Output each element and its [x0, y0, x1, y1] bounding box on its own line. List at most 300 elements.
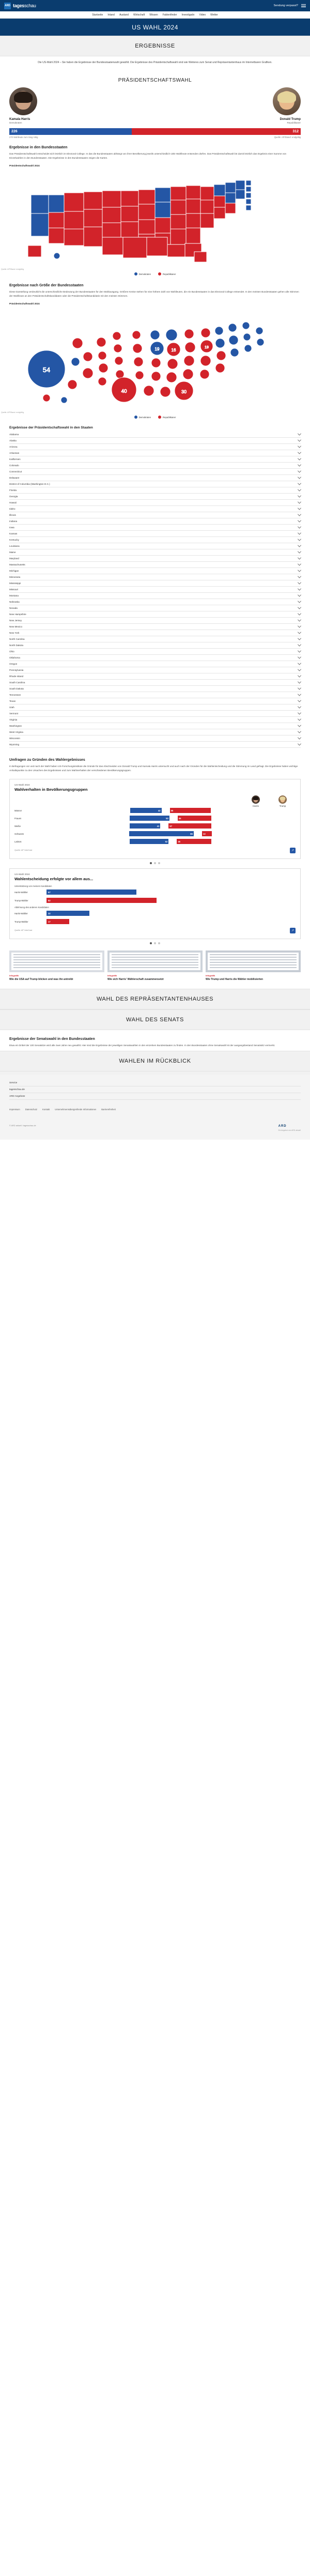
state-row[interactable] — [9, 444, 301, 450]
state-row[interactable] — [9, 432, 301, 438]
state-label: Colorado — [9, 464, 19, 467]
state-row[interactable] — [9, 438, 301, 444]
poll-row-label: Trump-Wähler — [14, 920, 28, 923]
footer-bottom — [0, 1116, 310, 1140]
teaser-title: Wie sich Harris' Wählerschaft zusammensetzt — [107, 977, 164, 981]
overview-band[interactable]: WAHLEN IM RÜCKBLICK — [0, 1051, 310, 1071]
state-row[interactable] — [9, 692, 301, 698]
candidate-row — [0, 87, 310, 124]
poll-row — [14, 807, 296, 814]
teaser-title: Wie die USA auf Trump blicken und was ihn antreibt — [9, 977, 73, 981]
poll-row-label: Trump-Wähler — [14, 899, 28, 902]
svg-text:16: 16 — [171, 347, 176, 352]
state-row[interactable] — [9, 537, 301, 543]
chevron-down-icon[interactable] — [298, 630, 301, 634]
harris-portrait — [9, 87, 37, 115]
poll-row — [14, 838, 296, 845]
senate-note-title: Ergebnisse der Senatswahl in den Bundesstaaten — [9, 1037, 95, 1041]
state-label: South Carolina — [9, 681, 25, 684]
state-label: North Dakota — [9, 643, 24, 647]
state-label: Connecticut — [9, 470, 22, 473]
poll-row-right-value: 46 — [178, 840, 181, 843]
poll2-group1-label: Unterstützung von meinem Kandidaten — [14, 884, 52, 887]
electoral-bar — [0, 124, 310, 135]
chevron-down-icon[interactable] — [298, 531, 301, 534]
state-row[interactable] — [9, 506, 301, 512]
chevron-down-icon[interactable] — [298, 512, 301, 516]
poll-row-value: 32 — [48, 912, 51, 915]
electoral-college-section — [0, 139, 310, 172]
state-label: Louisiana — [9, 544, 20, 547]
footer-links[interactable] — [0, 1103, 310, 1116]
poll1-title: Wahlverhalten in Bevölkerungsgruppen — [14, 787, 88, 792]
state-label: South Dakota — [9, 687, 24, 690]
states-accordion[interactable] — [0, 432, 310, 751]
ard-badge-icon — [4, 3, 11, 9]
harris-party: Demokraten — [9, 121, 22, 124]
state-row[interactable] — [9, 549, 301, 556]
state-label: Minnesota — [9, 575, 21, 578]
state-row[interactable] — [9, 556, 301, 562]
chevron-down-icon[interactable] — [298, 506, 301, 510]
surveys-title: Umfragen zu Gründen des Wahlergebnisses — [9, 758, 85, 762]
footer-accordion-row[interactable] — [9, 1086, 301, 1093]
state-label: Washington — [9, 724, 22, 727]
cartogram-map-label: Präsidentschaftswahl 2024 — [9, 302, 40, 305]
state-row[interactable] — [9, 587, 301, 593]
us-cartogram-map[interactable] — [0, 312, 310, 410]
state-label: Arizona — [9, 445, 18, 448]
senate-band[interactable]: WAHL DES SENATS — [0, 1009, 310, 1030]
poll-card-demographics — [9, 779, 301, 859]
chevron-down-icon[interactable] — [298, 518, 301, 522]
state-row[interactable] — [9, 512, 301, 518]
teaser-title: Wie Trump und Harris die Wähler mobilisierten — [206, 977, 264, 981]
teaser-kicker: Infografik — [9, 974, 19, 977]
state-row[interactable] — [9, 711, 301, 717]
state-row[interactable] — [9, 618, 301, 624]
chevron-down-icon[interactable] — [298, 568, 301, 572]
state-row[interactable] — [9, 518, 301, 525]
poll-row-left-value: 86 — [190, 832, 193, 835]
state-row[interactable] — [9, 630, 301, 636]
state-label: Oklahoma — [9, 656, 20, 659]
trump-portrait — [273, 87, 301, 115]
chevron-down-icon[interactable] — [298, 704, 301, 708]
poll-row-label: Schwarze — [14, 832, 24, 835]
state-label: Arkansas — [9, 451, 20, 454]
poll-row — [14, 918, 296, 925]
chevron-down-icon[interactable] — [298, 636, 301, 640]
poll2-kicker: US-Wahl 2024 — [14, 872, 30, 876]
state-label: District of Columbia (Washington D.C.) — [9, 482, 50, 485]
nav-item-7[interactable]: Video — [199, 13, 206, 17]
article-thumb-1 — [9, 950, 104, 972]
state-row[interactable] — [9, 686, 301, 692]
chevron-down-icon[interactable] — [298, 711, 301, 714]
states-accordion-title: Ergebnisse der Präsidentschaftswahl in den Staaten — [9, 425, 93, 430]
nav-item-1[interactable]: Inland — [107, 13, 115, 17]
cartogram-title: Ergebnisse nach Größe der Bundesstaaten — [9, 283, 84, 287]
state-row[interactable] — [9, 642, 301, 649]
footer-accordion-label: Service — [9, 1081, 18, 1084]
state-row[interactable] — [9, 605, 301, 611]
chevron-down-icon[interactable] — [298, 469, 301, 472]
state-row[interactable] — [9, 494, 301, 500]
trump-votes: 312 — [292, 129, 299, 133]
teaser-card[interactable] — [9, 950, 104, 982]
poll-row-label: Latinos — [14, 840, 22, 843]
poll-row — [14, 889, 296, 896]
state-label: Hawaii — [9, 501, 17, 504]
state-label: Florida — [9, 488, 17, 492]
nav-item-3[interactable]: Wirtschaft — [133, 13, 145, 17]
carousel-dots-1[interactable] — [0, 859, 310, 865]
poll-row-right-value: 45 — [178, 817, 181, 820]
poll-row-value: 17 — [48, 920, 51, 923]
state-label: Missouri — [9, 588, 19, 591]
state-row[interactable] — [9, 735, 301, 742]
senate-note-text: Etwa ein Drittel der 100 Senatsitze wird alle zwei Jahre neu gewählt. Hier sind die Ergebnisse der jeweiligen Senatswahlen in den einzelnen Bundesstaaten zu finden. In den Bundesstaaten ohne Senatswahl ist der ausgangsbestand Senatssitz vermerkt. — [9, 1044, 275, 1047]
cartogram-text: Diese Darstellung verdeutlicht die unterschiedliche Bedeutung der Bundesstaaten für den Wahlausgang. Größere Kreise stehen für eine höhere Zahl von Wahlleuten, die ein Bundesstaaten in das Electoral College entsendet. In den meisten Bundesstaaten gehen alle Stimmen der Wahlleute an den Präsidentschaftskandidaten oder die Präsidentschaftskandidatin mit den meisten Stimmen. — [9, 290, 299, 297]
poll-row — [14, 910, 296, 917]
chevron-down-icon[interactable] — [298, 500, 301, 503]
state-label: Pennsylvania — [9, 668, 24, 671]
chevron-down-icon[interactable] — [298, 450, 301, 454]
surveys-text: In Befragungen vor und nach der Wahl haben US-Forschungsinstitute die Gründe für das Abschneiden von Donald Trump und Kamala Harris untersucht und auch nach der Gründen für die Wahlentscheidung und die Stimmung im Land gefragt. Die Ergebnisse haben wichtige Anhaltspunkte zu den Ursachen des Ergebnisses und zum Wahlverhalten der verschiedenen Bevölkerungsgruppen. — [9, 764, 298, 772]
footer-accordion-label: ARD Angebote — [9, 1095, 25, 1098]
footer-accordion-row[interactable] — [9, 1093, 301, 1100]
footer-link[interactable]: Kontakt — [42, 1108, 50, 1111]
chevron-down-icon[interactable] — [298, 549, 301, 553]
poll-row-value: 82 — [48, 899, 51, 902]
house-band[interactable]: WAHL DES REPRÄSENTANTENHAUSES — [0, 989, 310, 1009]
nav-item-0[interactable]: Startseite — [92, 13, 103, 17]
site-logo[interactable] — [4, 3, 36, 9]
chevron-down-icon[interactable] — [298, 605, 301, 609]
teaser-card[interactable] — [107, 950, 203, 982]
svg-text:40: 40 — [121, 388, 127, 394]
chevron-down-icon[interactable] — [298, 574, 301, 578]
poll2-title: Wahlentscheidung erfolgte vor allem aus... — [14, 876, 94, 881]
poll1-col-trump: Trump — [274, 795, 291, 807]
brand-prefix: tages — [13, 3, 25, 8]
state-label: Maryland — [9, 557, 19, 560]
poll2-source: Quelle: AP VoteCast — [14, 929, 33, 932]
ard-logo: ARD — [278, 1124, 287, 1128]
chevron-down-icon[interactable] — [298, 456, 301, 460]
page-intro: Die US-Wahl 2024 – Sie haben die Ergebnisse der Bundesstaatenwahl gewählt. Die Ergebnisse des Präsidentschaftswahl sind wie Weiteres zum Senat und Repräsentantenhaus im Internetbaren Grafiken. — [38, 61, 272, 64]
state-label: Kansas — [9, 532, 18, 535]
poll-row-label: Weiße — [14, 824, 21, 827]
svg-text:19: 19 — [205, 345, 209, 349]
state-row[interactable] — [9, 599, 301, 605]
state-row[interactable] — [9, 463, 301, 469]
chevron-down-icon[interactable] — [298, 667, 301, 671]
poll-row-left-value: 53 — [166, 817, 168, 820]
teaser-kicker: Infografik — [107, 974, 117, 977]
state-row[interactable] — [9, 574, 301, 580]
teaser-kicker: Infografik — [206, 974, 215, 977]
footer-link[interactable]: Barrierefreiheit — [101, 1108, 116, 1111]
chevron-down-icon[interactable] — [298, 438, 301, 441]
poll-row — [14, 815, 296, 822]
chevron-down-icon[interactable] — [298, 717, 301, 720]
state-row[interactable] — [9, 636, 301, 642]
chevron-down-icon[interactable] — [298, 481, 301, 485]
svg-text:30: 30 — [181, 389, 187, 394]
chevron-down-icon[interactable] — [298, 487, 301, 491]
poll-row-left-value: 41 — [157, 824, 160, 827]
state-label: Maine — [9, 550, 16, 554]
state-label: Massachusetts — [9, 563, 25, 566]
state-label: North Carolina — [9, 637, 25, 640]
state-label: Rhode Island — [9, 674, 24, 678]
chevron-down-icon[interactable] — [298, 729, 301, 733]
footer-accordion-label: tagesschau.de — [9, 1088, 25, 1091]
share-icon[interactable]: ↗ — [290, 848, 296, 853]
state-row[interactable] — [9, 680, 301, 686]
electoral-needed-note: 270 Wahlleute zum Sieg nötig — [9, 135, 38, 139]
legend-republicans-2: Republikaner — [158, 416, 176, 419]
state-row[interactable] — [9, 469, 301, 475]
teaser-row — [0, 945, 310, 989]
footer-accordion[interactable] — [0, 1075, 310, 1103]
chevron-down-icon[interactable] — [298, 611, 301, 615]
state-label: Georgia — [9, 495, 18, 498]
state-row[interactable] — [9, 593, 301, 599]
main-navigation[interactable] — [0, 11, 310, 19]
ard-note: Ein Angebot von ARD aktuell — [278, 1129, 301, 1131]
state-row[interactable] — [9, 742, 301, 748]
poll-row-left-value: 52 — [165, 840, 168, 843]
chevron-down-icon[interactable] — [298, 432, 301, 435]
harris-avatar-icon — [252, 795, 260, 804]
poll-row — [14, 823, 296, 830]
nav-item-2[interactable]: Ausland — [119, 13, 129, 17]
chevron-down-icon[interactable] — [298, 742, 301, 745]
state-label: Indiana — [9, 519, 18, 523]
state-row[interactable] — [9, 729, 301, 735]
article-thumb-2 — [107, 950, 203, 972]
chevron-down-icon[interactable] — [298, 680, 301, 683]
footer-link[interactable]: Impressum — [9, 1108, 20, 1111]
chevron-down-icon[interactable] — [298, 642, 301, 646]
poll-row — [14, 831, 296, 837]
senate-note — [0, 1030, 310, 1051]
chevron-down-icon[interactable] — [298, 649, 301, 652]
state-label: Michigan — [9, 569, 19, 572]
chevron-down-icon[interactable] — [298, 698, 301, 702]
chevron-down-icon[interactable] — [298, 525, 301, 528]
trump-avatar-icon — [278, 795, 287, 804]
hamburger-icon[interactable] — [301, 4, 306, 7]
state-row[interactable] — [9, 704, 301, 711]
cartogram-section — [0, 277, 310, 310]
state-label: Ohio — [9, 650, 14, 653]
chevron-down-icon[interactable] — [298, 618, 301, 621]
state-label: Mississippi — [9, 581, 21, 585]
poll1-source: Quelle: AP VoteCast — [14, 849, 33, 852]
candidate-trump — [239, 87, 301, 124]
state-label: Kalifornien — [9, 457, 21, 461]
state-row[interactable] — [9, 475, 301, 481]
teaser-card[interactable] — [206, 950, 301, 982]
chevron-down-icon[interactable] — [298, 494, 301, 497]
svg-text:19: 19 — [154, 346, 160, 351]
nav-item-4[interactable]: Wissen — [149, 13, 158, 17]
state-row[interactable] — [9, 525, 301, 531]
presidential-heading: PRÄSIDENTSCHAFTSWAHL — [118, 77, 192, 83]
article-thumb-3 — [206, 950, 301, 972]
state-row[interactable] — [9, 649, 301, 655]
poll-row-label: Harris-Wähler — [14, 891, 28, 894]
state-label: Vermont — [9, 712, 19, 715]
state-row[interactable] — [9, 568, 301, 574]
state-label: Alaska — [9, 439, 17, 442]
poll-row-right-value: 13 — [203, 832, 206, 835]
state-label: New Mexico — [9, 625, 23, 628]
trump-name: Donald Trump — [280, 117, 301, 121]
state-row[interactable] — [9, 661, 301, 667]
nav-item-8[interactable]: Wetter — [210, 13, 218, 17]
footer-link[interactable]: Unternehmensübergreifende Informationen — [55, 1108, 97, 1111]
nav-item-5[interactable]: Faktenfinder — [162, 13, 177, 17]
poll-row-label: Männer — [14, 809, 22, 812]
chevron-down-icon[interactable] — [298, 655, 301, 658]
chevron-down-icon[interactable] — [298, 543, 301, 547]
ard-badge-label: ARD — [5, 4, 10, 7]
chevron-down-icon[interactable] — [298, 475, 301, 479]
poll-row-label: Frauen — [14, 817, 22, 820]
state-label: Nevada — [9, 606, 18, 609]
state-label: Virginia — [9, 718, 18, 721]
state-row[interactable] — [9, 450, 301, 456]
state-row[interactable] — [9, 624, 301, 630]
chevron-down-icon[interactable] — [298, 593, 301, 596]
state-label: New York — [9, 631, 20, 634]
state-row[interactable] — [9, 698, 301, 704]
state-row[interactable] — [9, 723, 301, 729]
chevron-down-icon[interactable] — [298, 537, 301, 541]
chevron-down-icon[interactable] — [298, 444, 301, 448]
share-icon-2[interactable]: ↗ — [290, 928, 296, 933]
brand-suffix: schau — [24, 3, 36, 8]
poll-row-label: Harris-Wähler — [14, 912, 28, 915]
state-row[interactable] — [9, 655, 301, 661]
chevron-down-icon[interactable] — [298, 463, 301, 466]
state-row[interactable] — [9, 481, 301, 487]
state-label: Nebraska — [9, 600, 20, 603]
ec-map-label: Präsidentschaftswahl 2024 — [9, 164, 40, 167]
state-label: Tennessee — [9, 693, 21, 696]
state-row[interactable] — [9, 673, 301, 680]
page-title: US WAHL 2024 — [0, 19, 310, 36]
state-row[interactable] — [9, 667, 301, 673]
state-label: Alabama — [9, 433, 19, 436]
harris-votes: 226 — [11, 129, 18, 133]
state-label: Wyoming — [9, 743, 20, 746]
chevron-down-icon[interactable] — [298, 686, 301, 689]
ec-section-title: Ergebnisse in den Bundesstaaten — [9, 145, 68, 149]
state-row[interactable] — [9, 543, 301, 549]
chevron-down-icon[interactable] — [298, 723, 301, 727]
state-label: New Hampshire — [9, 612, 26, 616]
chevron-down-icon[interactable] — [298, 599, 301, 603]
missed-broadcast-link[interactable]: Sendung verpasst? — [273, 4, 298, 7]
chevron-down-icon[interactable] — [298, 661, 301, 665]
state-label: Montana — [9, 594, 19, 597]
state-row[interactable] — [9, 500, 301, 506]
poll-row-right-value: 57 — [169, 824, 173, 827]
chevron-down-icon[interactable] — [298, 556, 301, 559]
state-row[interactable] — [9, 456, 301, 463]
ec-section-text: Das Präsidentschaftswahl entscheidet sich letztlich im Electoral College. In das die Bundesstaaten abhängt von ihrer Bevölkerung jeweils unterschiedlich viele Wahlleute entsenden dürfen. Das Präsidentschaftswahl ist damit letztlich das Ergebnis einer Summe von Einzelwahlen in den Bundesstaaten. Die Ergebnisse in den Bundesstaaten zeigen die Karten. — [9, 152, 287, 159]
state-row[interactable] — [9, 562, 301, 568]
poll1-col-harris: Harris — [247, 795, 265, 807]
state-label: Kentucky — [9, 538, 19, 541]
svg-text:54: 54 — [42, 365, 51, 374]
candidate-harris — [9, 87, 71, 124]
poll1-kicker: US-Wahl 2024 — [14, 783, 30, 786]
state-label: Texas — [9, 699, 16, 702]
state-label: Wisconsin — [9, 737, 20, 740]
harris-name: Kamala Harris — [9, 117, 30, 121]
state-row[interactable] — [9, 531, 301, 537]
state-row[interactable] — [9, 580, 301, 587]
chevron-down-icon[interactable] — [298, 692, 301, 696]
surveys-section — [0, 751, 310, 776]
chevron-down-icon[interactable] — [298, 580, 301, 584]
results-band: ERGEBNISSE — [0, 36, 310, 56]
cartogram-source: Quelle: AP/Stand: endgültig — [1, 411, 24, 413]
poll-row-value: 67 — [48, 891, 51, 894]
poll-card-motivation — [9, 868, 301, 939]
chevron-down-icon[interactable] — [298, 624, 301, 627]
state-row[interactable] — [9, 487, 301, 494]
footer-link[interactable]: Datenschutz — [25, 1108, 37, 1111]
ec-map-source: Quelle: AP/Stand: endgültig — [1, 268, 24, 270]
presidential-source: Quelle: AP/Stand: endgültig — [274, 135, 301, 139]
state-label: West Virginia — [9, 730, 23, 733]
state-label: New Jersey — [9, 619, 22, 622]
footer-accordion-row[interactable] — [9, 1080, 301, 1086]
copyright: © ARD aktuell / tagesschau.de — [9, 1124, 36, 1127]
cartogram-legend — [0, 413, 310, 420]
chevron-down-icon[interactable] — [298, 673, 301, 677]
chevron-down-icon[interactable] — [298, 562, 301, 565]
poll-row-right-value: 55 — [171, 809, 174, 812]
state-label: Illinois — [9, 513, 16, 516]
state-row[interactable] — [9, 611, 301, 618]
chevron-down-icon[interactable] — [298, 587, 301, 590]
poll-row-left-value: 42 — [158, 809, 161, 812]
chevron-down-icon[interactable] — [298, 735, 301, 739]
legend-democrats-2: Demokraten — [134, 416, 151, 419]
state-label: Utah — [9, 706, 14, 709]
state-label: Iowa — [9, 526, 14, 529]
nav-item-6[interactable]: Investigativ — [181, 13, 195, 17]
state-label: Idaho — [9, 507, 16, 510]
us-state-map[interactable] — [0, 174, 310, 267]
top-bar — [0, 0, 310, 11]
legend-democrats: Demokraten — [134, 272, 151, 275]
state-row[interactable] — [9, 717, 301, 723]
map-legend — [0, 270, 310, 277]
state-label: Delaware — [9, 476, 20, 479]
legend-republicans: Republikaner — [158, 272, 176, 275]
carousel-dots-2[interactable] — [0, 939, 310, 945]
